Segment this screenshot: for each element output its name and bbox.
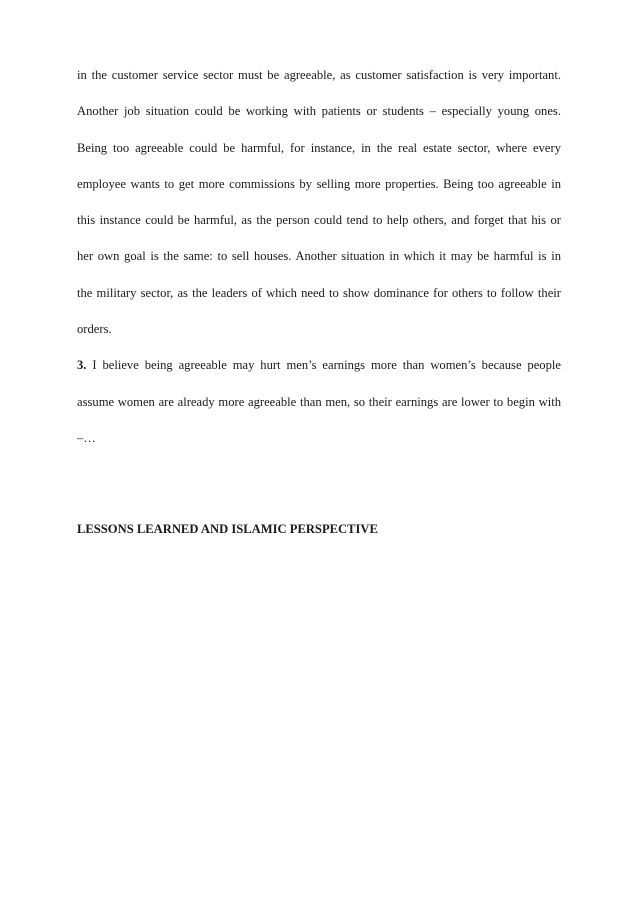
paragraph-2-line-1 bbox=[77, 356, 561, 374]
paragraph-1-line-7: the military sector, as the leaders of which need to show dominance for others to follow their bbox=[77, 285, 561, 300]
item-number: 3. bbox=[77, 358, 87, 373]
paragraph-2 bbox=[77, 356, 561, 447]
paragraph-1 bbox=[77, 66, 561, 338]
paragraph-2-line-3: –… bbox=[77, 431, 96, 446]
page-content bbox=[77, 66, 561, 538]
paragraph-1-line-3: Being too agreeable could be harmful, for instance, in the real estate sector, where every bbox=[77, 140, 561, 155]
paragraph-1-line-8: orders. bbox=[77, 322, 112, 337]
paragraph-1-line-4: employee wants to get more commissions by selling more properties. Being too agreeable in bbox=[77, 176, 561, 191]
paragraph-1-line-5: this instance could be harmful, as the person could tend to help others, and forget that his or bbox=[77, 213, 561, 228]
section-heading: LESSONS LEARNED AND ISLAMIC PERSPECTIVE bbox=[77, 522, 378, 537]
paragraph-1-line-6: her own goal is the same: to sell houses. Another situation in which it may be harmful is in bbox=[77, 249, 561, 264]
paragraph-2-line-1-text: I believe being agreeable may hurt men’s earnings more than women’s because people bbox=[92, 358, 561, 373]
paragraph-1-line-1: in the customer service sector must be agreeable, as customer satisfaction is very important. bbox=[77, 68, 561, 82]
paragraph-1-line-2: Another job situation could be working with patients or students – especially young ones. bbox=[77, 104, 561, 119]
paragraph-2-line-2: assume women are already more agreeable than men, so their earnings are lower to begin with bbox=[77, 394, 561, 409]
